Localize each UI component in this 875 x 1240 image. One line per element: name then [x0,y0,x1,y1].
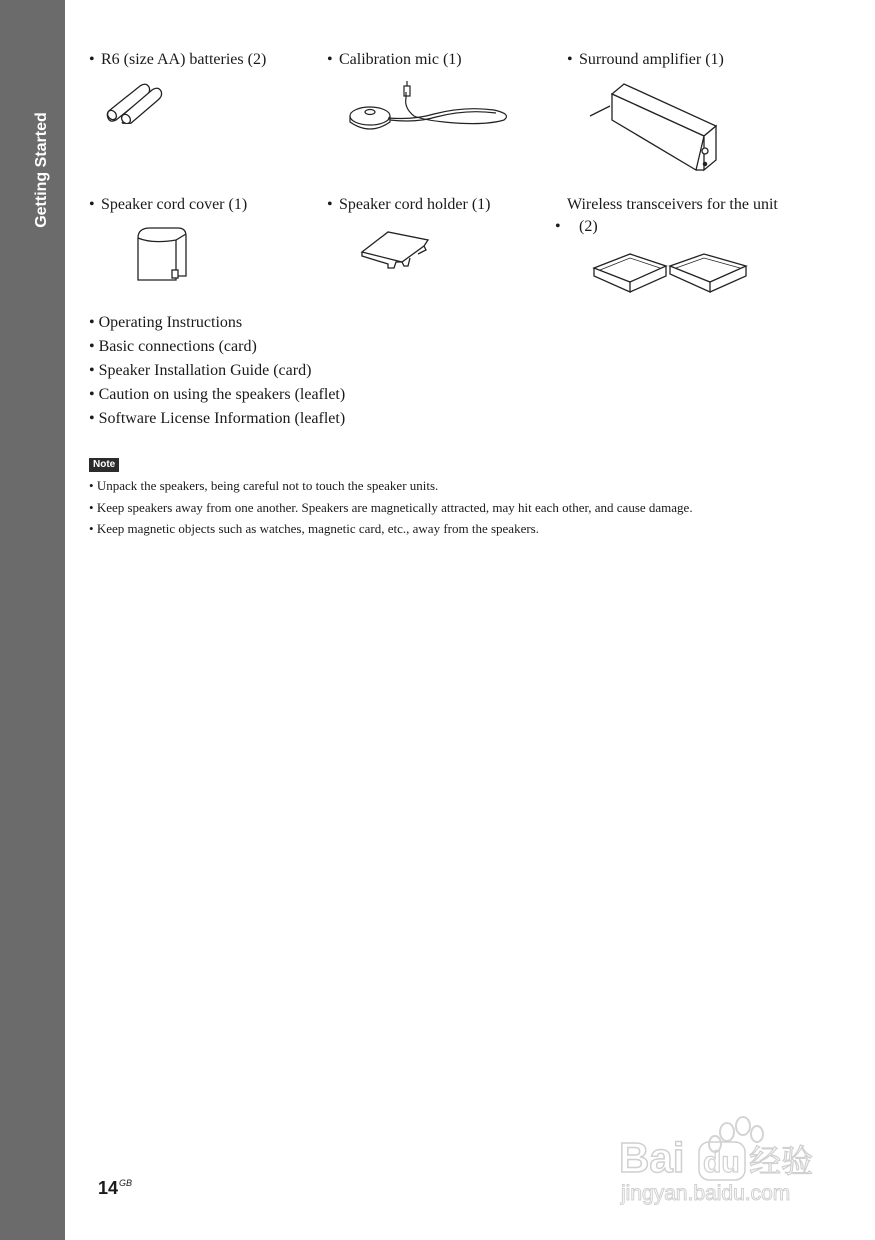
note-item: • Unpack the speakers, being careful not to touch the speaker units. [89,478,439,493]
accessory-item-calibration-mic: • Calibration mic (1) [327,49,462,71]
baidu-watermark-logo [615,1108,830,1208]
batteries-icon [100,80,166,124]
section-sidebar [0,0,65,1240]
list-item: • Operating Instructions [89,314,243,331]
note-badge: Note [89,458,119,472]
accessory-label: Calibration mic (1) [339,51,462,68]
accessory-label: R6 (size AA) batteries (2) [101,51,267,68]
surround-amplifier-icon [588,80,720,176]
svg-text:经验: 经验 [749,1142,814,1180]
accessory-item-surround-amplifier: • Surround amplifier (1) [567,49,724,71]
accessory-label: Surround amplifier (1) [579,51,724,68]
wireless-transceivers-icon [590,248,752,300]
accessory-item-wireless-transceivers: •Wireless transceivers for the unit (2) [567,194,794,238]
list-item: • Speaker Installation Guide (card) [89,362,312,379]
speaker-cord-cover-icon [132,224,194,286]
note-item: • Keep speakers away from one another. Speakers are magnetically attracted, may hit each other, and cause damage. [89,499,693,515]
speaker-cord-holder-icon [358,224,432,270]
document-list [89,311,345,431]
accessory-item-speaker-cord-cover: • Speaker cord cover (1) [89,194,247,216]
accessory-label: Speaker cord cover (1) [101,196,248,213]
section-title: Getting Started [33,112,50,228]
svg-text:jingyan.baidu.com: jingyan.baidu.com [621,1182,791,1205]
list-item: • Software License Information (leaflet) [89,410,346,427]
list-item: • Caution on using the speakers (leaflet) [89,386,346,403]
accessory-item-batteries: • R6 (size AA) batteries (2) [89,49,266,71]
calibration-mic-icon [344,80,516,136]
accessory-label: Speaker cord holder (1) [339,196,491,213]
accessory-item-speaker-cord-holder: • Speaker cord holder (1) [327,194,491,216]
note-item: • Keep magnetic objects such as watches, magnetic card, etc., away from the speakers. [89,521,539,536]
svg-text:du: du [703,1146,740,1179]
accessory-label: Wireless transceivers for the unit (2) [567,196,778,235]
list-item: • Basic connections (card) [89,338,257,355]
svg-text:Bai: Bai [619,1134,685,1181]
note-list [89,475,693,540]
page-number: $14^{GB}$ [98,1178,133,1198]
